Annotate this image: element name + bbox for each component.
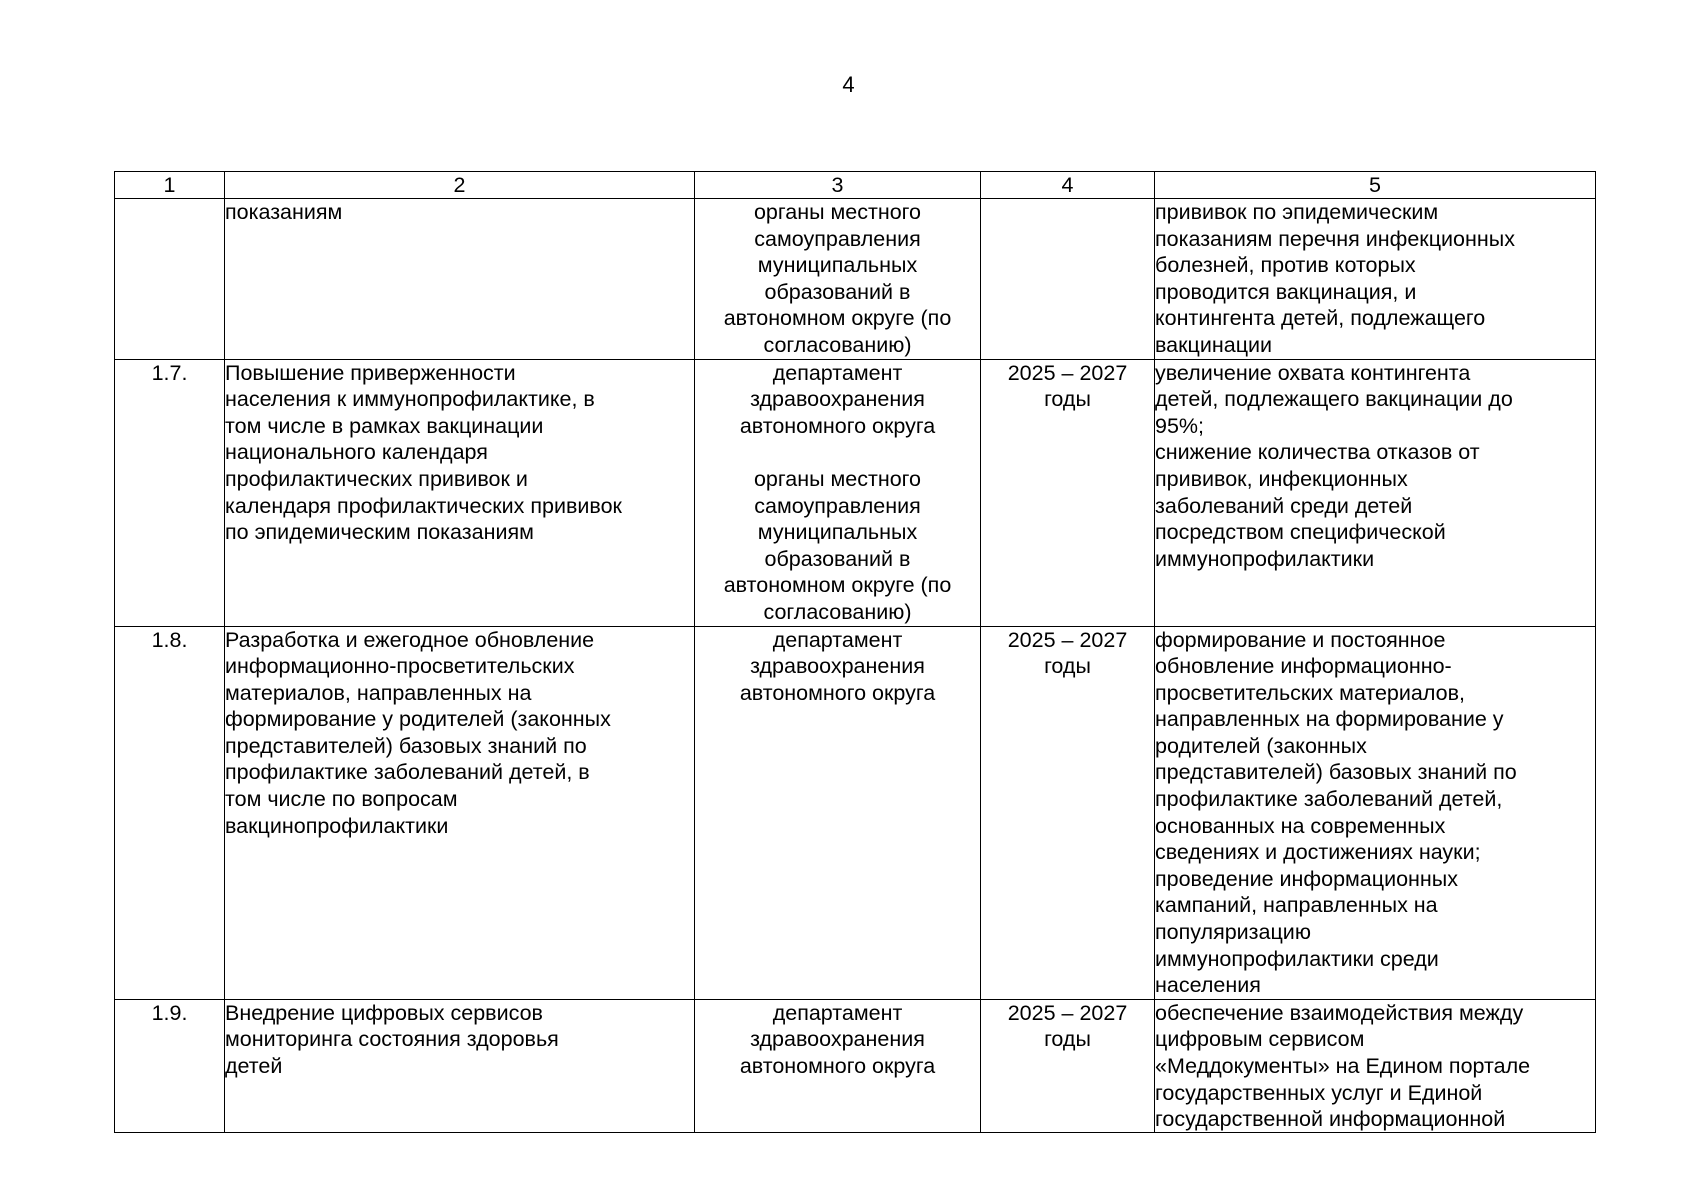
result-text: прививок по эпидемическим показаниям перечня инфекционных болезней, против которых проводится вакцинация, и контингента детей, подлежащего вакцинации (1155, 199, 1596, 360)
column-header-2: 2 (225, 172, 695, 199)
executor-spacer (695, 439, 980, 466)
measure-text: Внедрение цифровых сервисов мониторинга состояния здоровья детей (225, 999, 695, 1132)
executor-cell (695, 199, 981, 360)
period-text: 2025 – 2027 годы (981, 359, 1155, 626)
table-row (115, 359, 1596, 626)
executor-cell (695, 359, 981, 626)
result-text: увеличение охвата контингента детей, подлежащего вакцинации до 95%; снижение количества отказов от прививок, инфекционных заболеваний среди детей посредством специфической иммунопрофилактики (1155, 359, 1596, 626)
executor-cell (695, 626, 981, 999)
column-header-1: 1 (115, 172, 225, 199)
executor-text: органы местного самоуправления муниципальных образований в автономном округе (по согласованию) (723, 200, 952, 357)
executor-text: органы местного самоуправления муниципальных образований в автономном округе (по согласованию) (723, 466, 952, 624)
result-text: формирование и постоянное обновление информационно- просветительских материалов, направленных на формирование у родителей (законных представителей) базовых знаний по профилактике заболеваний детей, основанных на современных сведениях и достижениях науки; проведение информационных кампаний, направленных на популяризацию иммунопрофилактики среди населения (1155, 626, 1596, 999)
measure-text: Разработка и ежегодное обновление информационно-просветительских материалов, направленных на формирование у родителей (законных представителей) базовых знаний по профилактике заболеваний детей, в том числе по вопросам вакцинопрофилактики (225, 626, 695, 999)
table-header-row (115, 172, 1596, 199)
row-number: 1.8. (115, 626, 225, 999)
measure-text: Повышение приверженности населения к иммунопрофилактике, в том числе в рамках вакцинации национального календаря профилактических прививок и календаря профилактических прививок по эпидемическим показаниям (225, 359, 695, 626)
row-number (115, 199, 225, 360)
table-row (115, 999, 1596, 1132)
result-text: обеспечение взаимодействия между цифровым сервисом «Меддокументы» на Едином портале государственных услуг и Единой государственной информационной (1155, 1000, 1531, 1131)
table-row (115, 199, 1596, 360)
column-header-4: 4 (981, 172, 1155, 199)
executor-text: департамент здравоохранения автономного округа (739, 360, 936, 438)
measures-table (114, 171, 1596, 1133)
period-text: 2025 – 2027 годы (981, 626, 1155, 999)
column-header-3: 3 (695, 172, 981, 199)
executor-cell (695, 999, 981, 1132)
result-cell (1155, 999, 1596, 1132)
period-text: 2025 – 2027 годы (981, 999, 1155, 1132)
measure-text: показаниям (225, 199, 695, 360)
table-row (115, 626, 1596, 999)
executor-text: департамент здравоохранения автономного округа (739, 627, 936, 705)
row-number: 1.9. (115, 999, 225, 1132)
row-number: 1.7. (115, 359, 225, 626)
page-number: 4 (842, 72, 855, 97)
column-header-5: 5 (1155, 172, 1596, 199)
executor-text: департамент здравоохранения автономного округа (739, 1000, 936, 1078)
period-text (981, 199, 1155, 360)
